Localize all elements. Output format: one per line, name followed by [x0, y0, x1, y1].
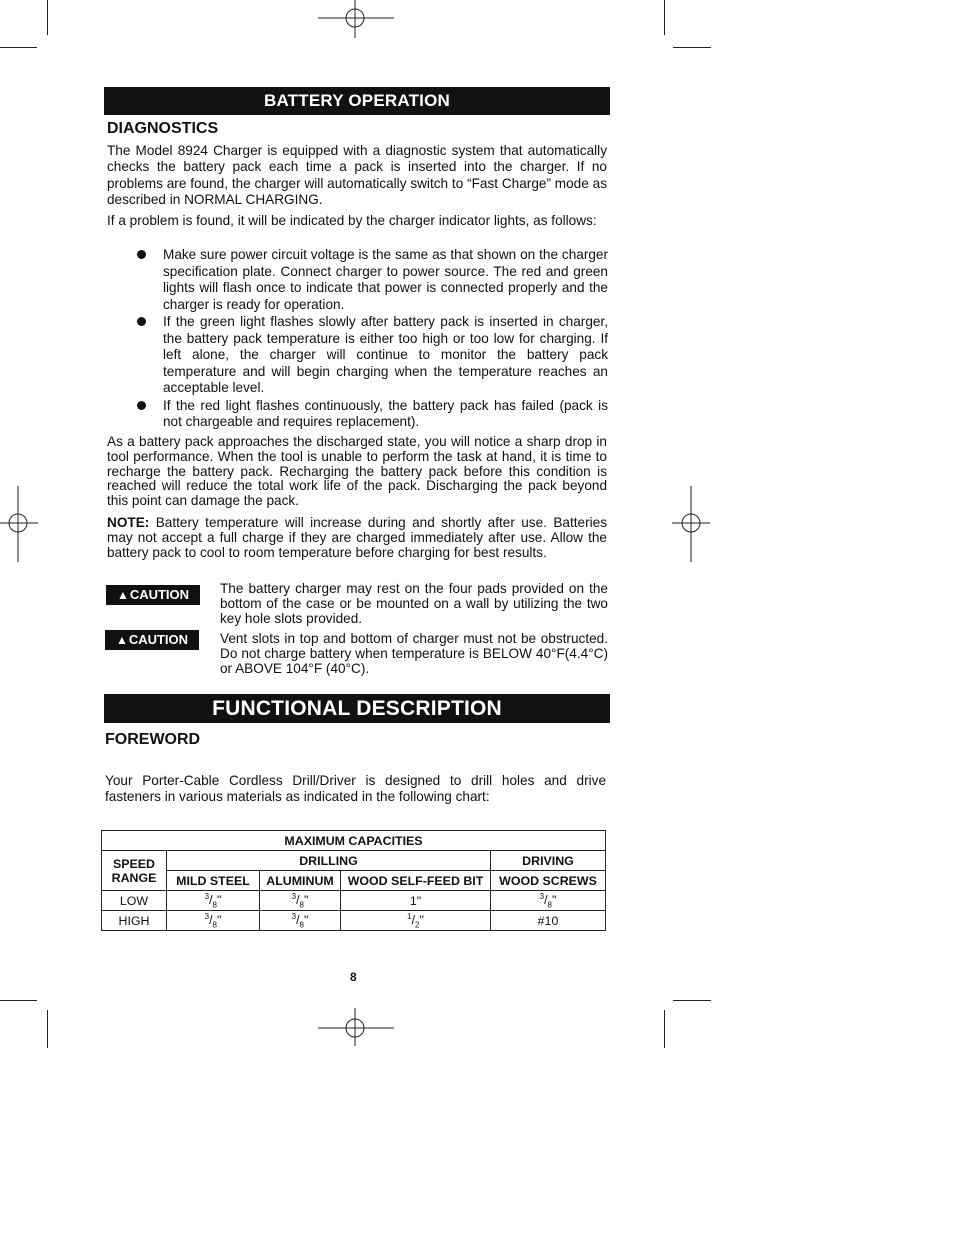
warning-triangle-icon: ▲ — [115, 633, 128, 647]
warning-triangle-icon: ▲ — [116, 588, 129, 602]
indicator-bullet-list — [134, 247, 608, 432]
column-header: ALUMINUM — [260, 871, 341, 891]
bullet-icon — [137, 250, 146, 259]
bullet-item — [134, 398, 608, 431]
bullet-text: If the green light flashes slowly after battery pack is inserted in charger, the battery pack temperature is either too high or too low for charging. If left alone, the charger will continue to monitor the battery pack temperature and will begin charging when the temperature reaches an acceptable level. — [163, 314, 608, 395]
speed-range-cell: LOW — [102, 891, 167, 911]
bullet-item — [134, 247, 608, 313]
battery-operation-banner: BATTERY OPERATION — [104, 87, 610, 115]
crop-mark — [0, 1000, 37, 1001]
foreword-paragraph: Your Porter-Cable Cordless Drill/Driver is designed to drill holes and drive fasteners in various materials as indicated in the following chart: — [105, 773, 606, 805]
note-paragraph — [107, 515, 607, 560]
functional-description-banner: FUNCTIONAL DESCRIPTION — [104, 694, 610, 723]
caution-text: The battery charger may rest on the four pads provided on the bottom of the case or be mounted on a wall by utilizing the two key hole slots provided. — [220, 581, 608, 626]
caution-badge — [105, 630, 199, 650]
driving-header: DRIVING — [491, 851, 606, 871]
capacity-cell: $^3/_8$" — [167, 911, 260, 931]
problem-paragraph: If a problem is found, it will be indicated by the charger indicator lights, as follows: — [107, 213, 597, 228]
speed-range-header: SPEED RANGE — [102, 851, 167, 891]
diagnostics-paragraph: The Model 8924 Charger is equipped with a diagnostic system that automatically checks the battery pack each time a pack is inserted into the charger. If no problems are found, the charger will automatically switch to “Fast Charge” mode as described in NORMAL CHARGING. — [107, 143, 607, 208]
registration-mark-bottom — [318, 1008, 394, 1048]
capacities-table — [101, 830, 606, 931]
registration-mark-left — [0, 486, 40, 562]
capacity-cell: $^3/_8$" — [491, 891, 606, 911]
bullet-text: Make sure power circuit voltage is the same as that shown on the charger specification plate. Connect charger to power source. The red and green lights will flash once to indicate that power is connected properly and the charger is ready for operation. — [163, 247, 608, 312]
bullet-icon — [137, 401, 146, 410]
capacity-cell: 1" — [341, 891, 491, 911]
crop-mark — [664, 1010, 665, 1048]
caution-label: CAUTION — [129, 587, 190, 602]
bullet-item — [134, 314, 608, 397]
caution-label: CAUTION — [128, 632, 189, 647]
crop-mark — [673, 1000, 711, 1001]
column-header: MILD STEEL — [167, 871, 260, 891]
table-row — [102, 891, 606, 911]
discharge-paragraph: As a battery pack approaches the discharged state, you will notice a sharp drop in tool performance. When the tool is unable to perform the task at hand, it is time to recharge the battery pack. Recharging the battery pack before this condition is reached will reduce the total work life of the pack. Discharging the pack beyond this point can damage the pack. — [107, 434, 607, 509]
table-row — [102, 911, 606, 931]
column-header: WOOD SCREWS — [491, 871, 606, 891]
crop-mark — [0, 47, 37, 48]
speed-range-cell: HIGH — [102, 911, 167, 931]
registration-mark-right — [672, 486, 712, 562]
foreword-heading: FOREWORD — [105, 731, 201, 748]
crop-mark — [673, 47, 711, 48]
drilling-header: DRILLING — [167, 851, 491, 871]
caution-text: Vent slots in top and bottom of charger must not be obstructed. Do not charge battery when temperature is BELOW 40°F(4.4°C) or ABOVE 104°F (40°C). — [220, 631, 608, 676]
diagnostics-heading: DIAGNOSTICS — [107, 120, 219, 137]
bullet-text: If the red light flashes continuously, the battery pack has failed (pack is not chargeable and requires replacement). — [163, 397, 608, 429]
capacity-cell: $^3/_8$" — [260, 911, 341, 931]
page-number: 8 — [350, 970, 357, 984]
registration-mark-top — [318, 0, 394, 40]
capacity-cell: $^3/_8$" — [167, 891, 260, 911]
note-text: Battery temperature will increase during and shortly after use. Batteries may not accept a full charge if they are charged immediately after use. Allow the battery pack to cool to room temperature before charging for best results. — [107, 515, 607, 560]
capacity-cell: $^3/_8$" — [260, 891, 341, 911]
crop-mark — [47, 1010, 48, 1048]
crop-mark — [664, 0, 665, 35]
capacity-cell: #10 — [491, 911, 606, 931]
bullet-icon — [137, 317, 146, 326]
column-header: WOOD SELF-FEED BIT — [341, 871, 491, 891]
caution-badge — [106, 585, 200, 605]
capacity-cell: $^1/_2$" — [341, 911, 491, 931]
note-label: NOTE: — [107, 515, 150, 530]
table-title: MAXIMUM CAPACITIES — [102, 831, 606, 851]
crop-mark — [47, 0, 48, 35]
